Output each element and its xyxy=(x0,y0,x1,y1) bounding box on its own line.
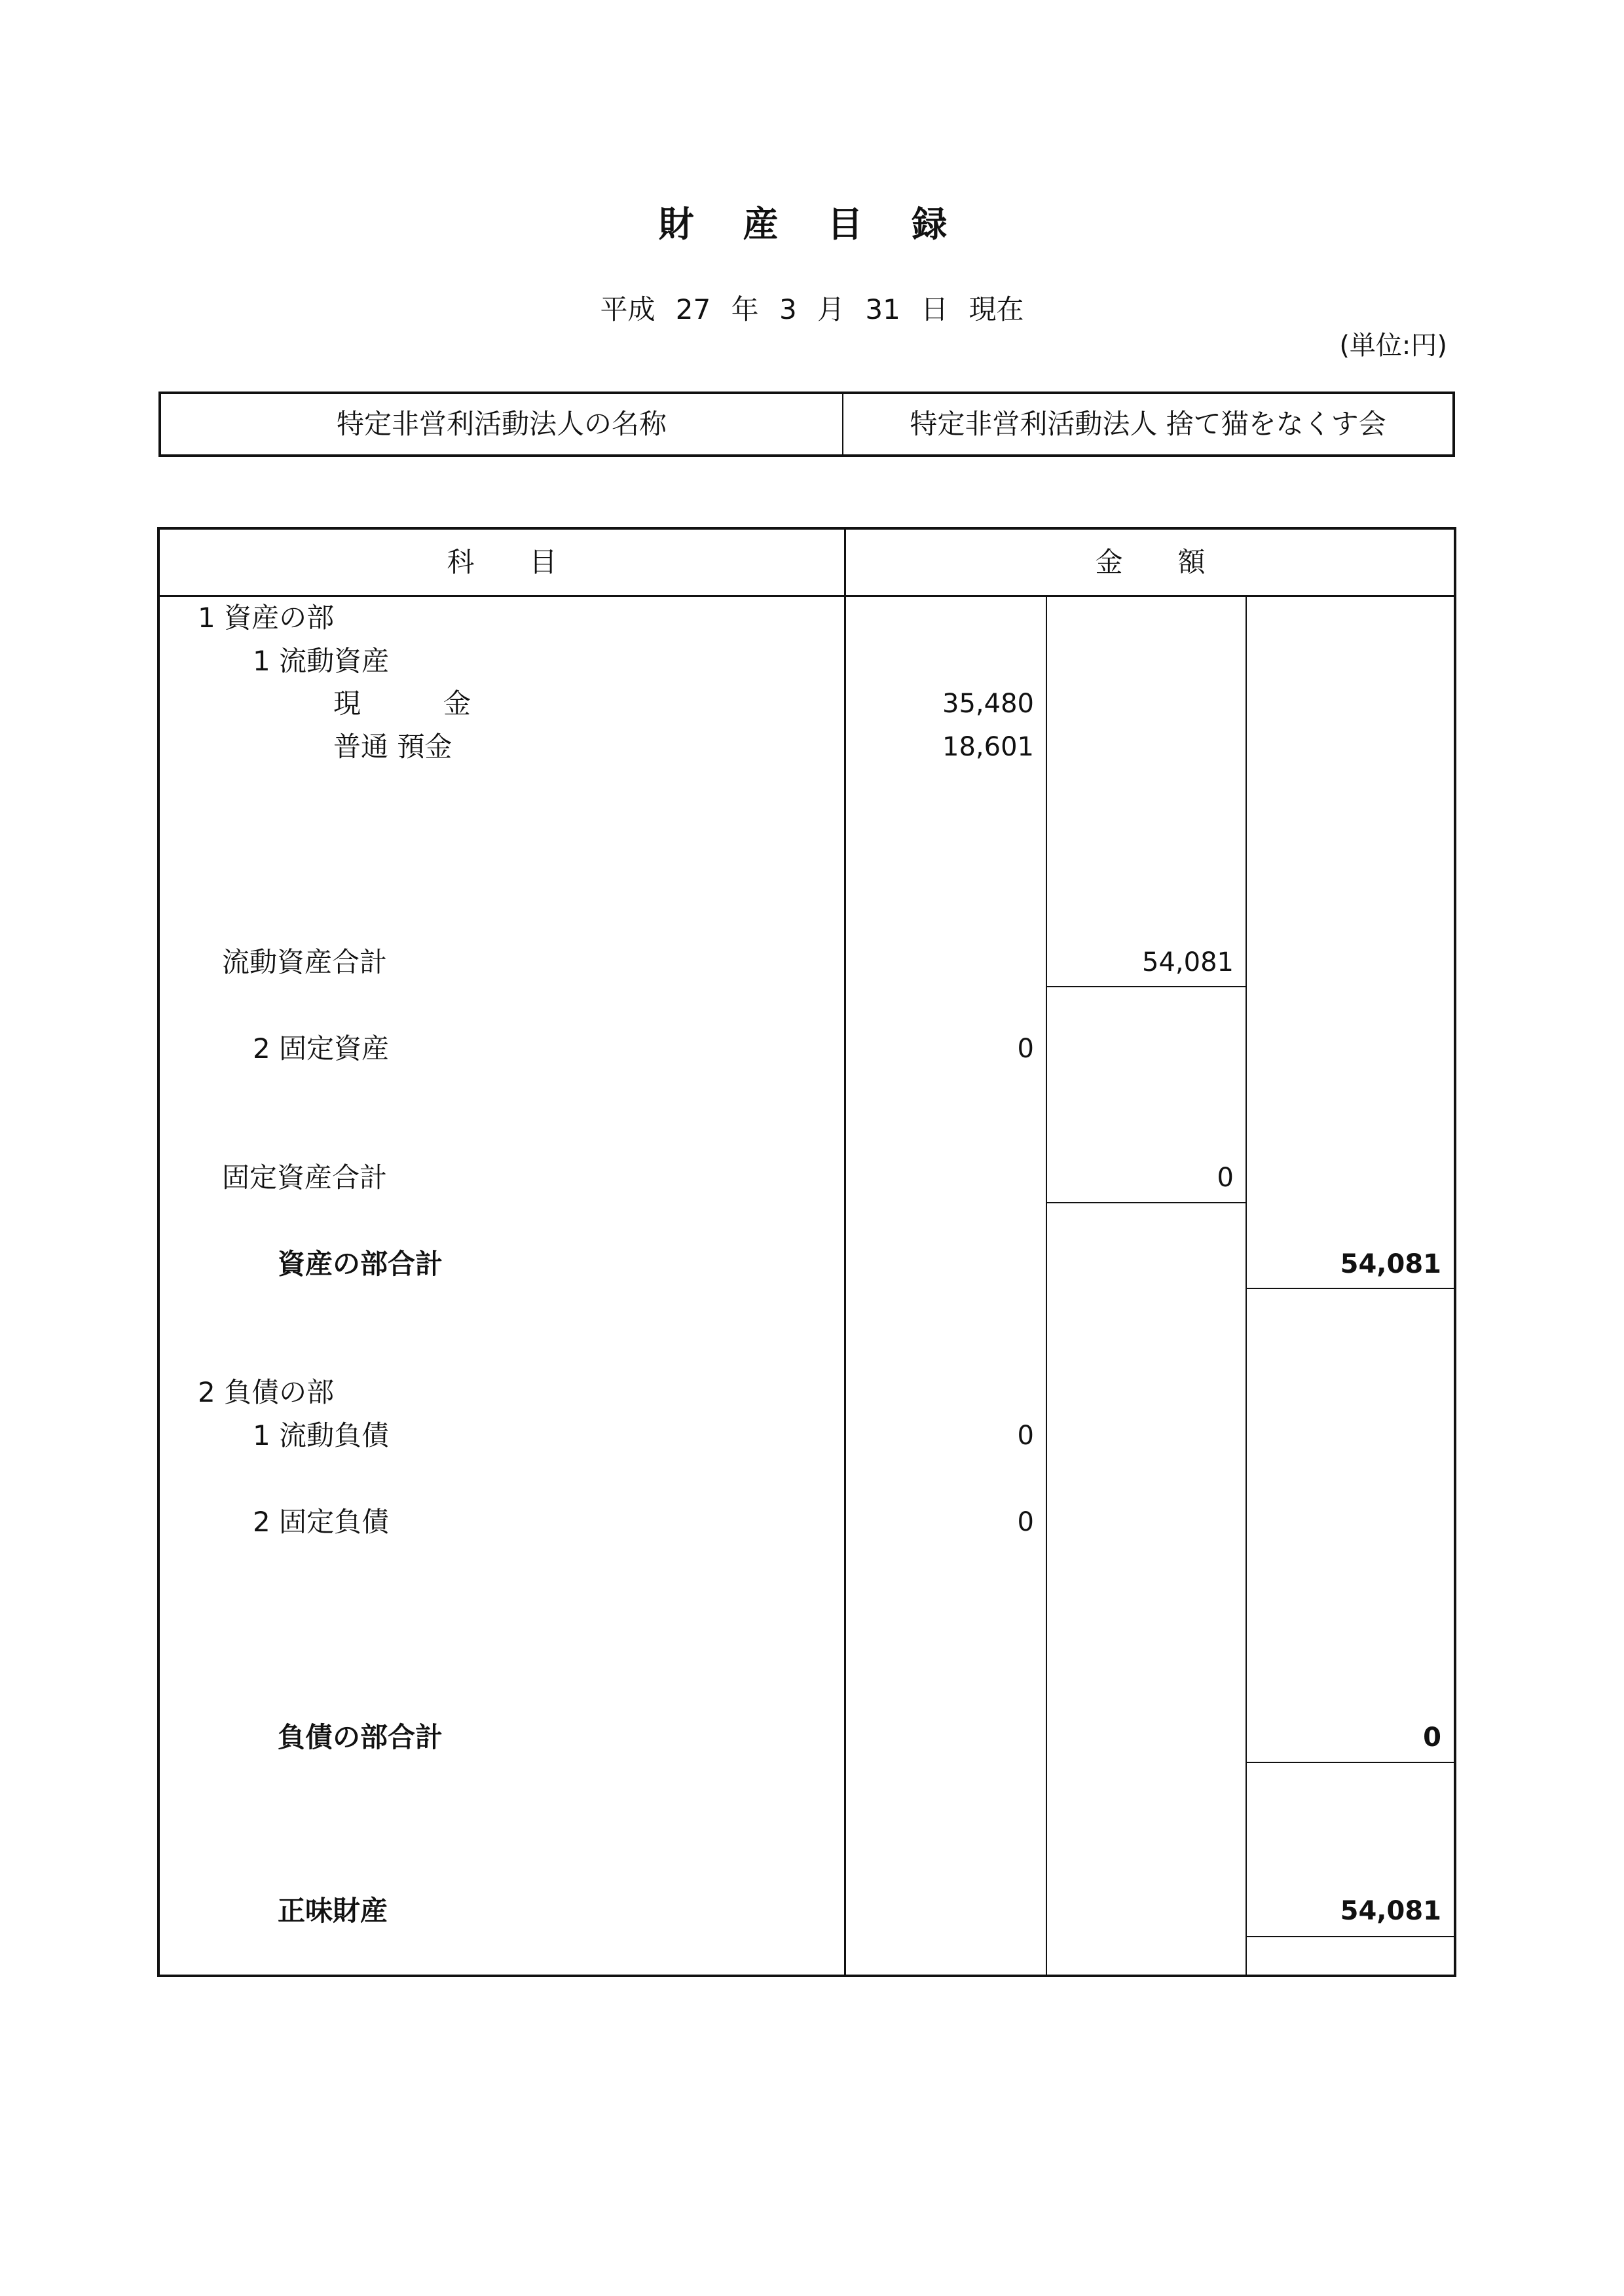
fixed-assets-total-label: 固定資産合計 xyxy=(222,1161,388,1194)
organization-name-box xyxy=(158,392,1455,457)
fixed-liabilities-label: 2 固定負債 xyxy=(253,1506,390,1538)
current-assets-total-value: 54,081 xyxy=(1142,947,1234,977)
assets-total-label: 資産の部合計 xyxy=(278,1248,443,1280)
liabilities-section-label: 2 負債の部 xyxy=(198,1376,335,1408)
column-header-subject: 科 目 xyxy=(447,546,557,578)
current-liabilities-value: 0 xyxy=(1017,1421,1034,1451)
header-divider xyxy=(160,595,1456,597)
organization-name-value: 特定非営利活動法人 捨て猫をなくす会 xyxy=(910,408,1386,440)
amount-col2-divider xyxy=(1246,597,1247,1977)
liabilities-total-underline xyxy=(1246,1762,1456,1763)
fixed-assets-label: 2 固定資産 xyxy=(253,1032,390,1065)
organization-name-label: 特定非営利活動法人の名称 xyxy=(336,408,667,440)
assets-total-value: 54,081 xyxy=(1340,1249,1441,1279)
liabilities-total-value: 0 xyxy=(1423,1722,1441,1753)
current-liabilities-label: 1 流動負債 xyxy=(253,1419,390,1451)
current-assets-label: 1 流動資産 xyxy=(253,645,390,677)
net-assets-label: 正味財産 xyxy=(278,1895,388,1927)
amount-col1-divider xyxy=(1046,597,1047,1977)
net-assets-underline xyxy=(1246,1936,1456,1937)
fixed-assets-value: 0 xyxy=(1017,1034,1034,1064)
subject-amount-divider xyxy=(844,530,846,1977)
document-date: 平成 27 年 3 月 31 日 現在 xyxy=(600,293,1024,325)
liabilities-total-label: 負債の部合計 xyxy=(278,1721,443,1753)
current-assets-total-underline xyxy=(1046,986,1246,987)
assets-total-underline xyxy=(1246,1288,1456,1289)
net-assets-value: 54,081 xyxy=(1340,1896,1441,1926)
cash-label: 現 金 xyxy=(333,687,471,720)
property-inventory-table xyxy=(157,527,1456,1977)
deposit-value: 18,601 xyxy=(942,732,1034,762)
fixed-assets-total-underline xyxy=(1046,1202,1246,1203)
deposit-label: 普通 預金 xyxy=(333,731,452,763)
current-assets-total-label: 流動資産合計 xyxy=(222,946,388,978)
column-header-amount: 金 額 xyxy=(1095,546,1206,578)
fixed-assets-total-value: 0 xyxy=(1217,1163,1234,1193)
cash-value: 35,480 xyxy=(942,689,1034,719)
document-title: 財 産 目 録 xyxy=(658,204,966,245)
assets-section-label: 1 資産の部 xyxy=(198,602,335,634)
fixed-liabilities-value: 0 xyxy=(1017,1507,1034,1537)
unit-label: (単位:円) xyxy=(1339,331,1447,361)
